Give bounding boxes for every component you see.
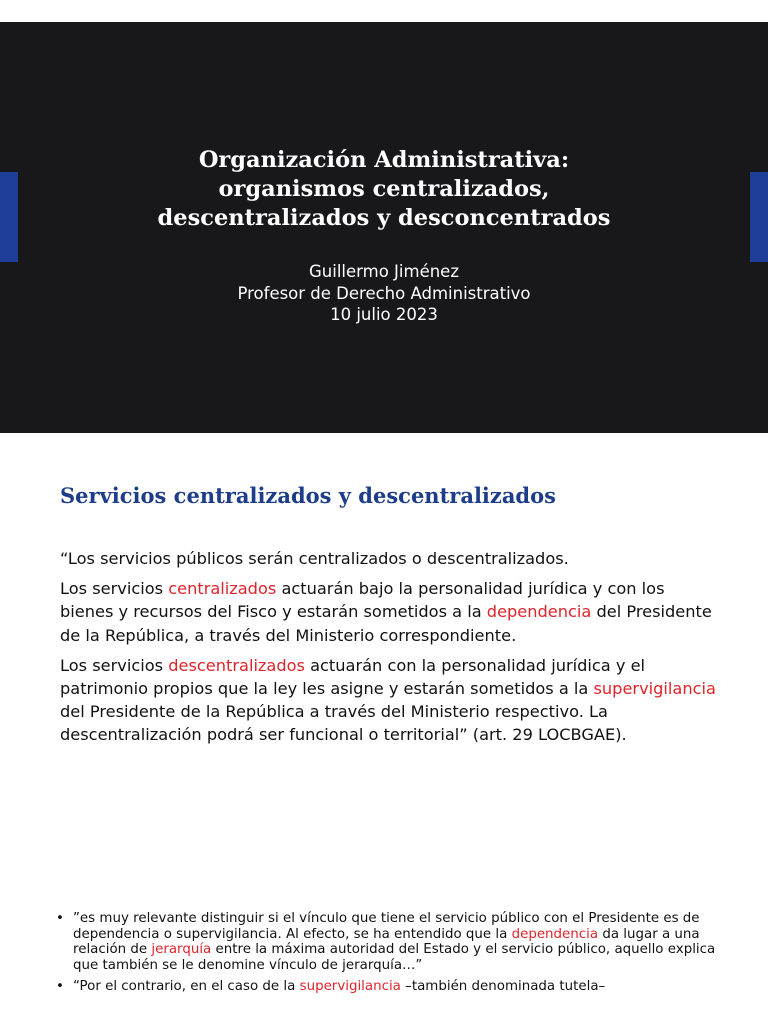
highlight-term: descentralizados bbox=[168, 655, 305, 675]
highlight-term: dependencia bbox=[511, 926, 599, 942]
bullet-text: entre la máxima autoridad del Estado y el servicio público, aquello explica que también se le denomine vínculo de jerarquía…” bbox=[73, 942, 716, 973]
title-slide bbox=[0, 22, 768, 433]
quote-text: del Presidente de la República, a través del Ministerio correspondiente. bbox=[60, 602, 712, 645]
content-slide bbox=[0, 433, 768, 1024]
content-slide-title: Servicios centralizados y descentralizados bbox=[60, 483, 556, 508]
highlight-term: supervigilancia bbox=[593, 679, 716, 699]
quote-paragraph: “Los servicios públicos serán centralizados o descentralizados. bbox=[60, 549, 569, 568]
quote-text: actuarán con la personalidad jurídica y el patrimonio propios que la ley les asigne y estarán sometidos a la bbox=[60, 655, 646, 699]
bullet-text: ”es muy relevante distinguir si el vínculo que tiene el servicio público con el Presidente es de dependencia o supervigilancia. Al efecto, se ha entendido que la bbox=[73, 911, 700, 942]
bullet-text: “Por el contrario, en el caso de la bbox=[73, 979, 300, 994]
title-line: descentralizados y desconcentrados bbox=[157, 205, 611, 231]
highlight-term: jerarquía bbox=[151, 942, 212, 957]
title-line: organismos centralizados, bbox=[218, 176, 550, 202]
title-line: Organización Administrativa: bbox=[198, 147, 570, 173]
quote-text: Los servicios bbox=[60, 579, 169, 599]
slide-subtitle bbox=[0, 261, 768, 326]
slide-title bbox=[0, 146, 768, 233]
bullet-text: –también denominada tutela– bbox=[400, 979, 606, 994]
quote-paragraph bbox=[60, 654, 720, 747]
quote-paragraph bbox=[60, 577, 720, 647]
highlight-term: supervigilancia bbox=[299, 979, 401, 994]
author-name: Guillermo Jiménez bbox=[309, 262, 459, 281]
quote-text: Los servicios bbox=[60, 655, 169, 675]
highlight-term: centralizados bbox=[168, 579, 277, 599]
presentation-date: 10 julio 2023 bbox=[330, 305, 438, 324]
bullet-text: da lugar a una relación de bbox=[73, 926, 700, 957]
quote-text: actuarán bajo la personalidad jurídica y con los bienes y recursos del Fisco y estarán sometidos a la bbox=[60, 579, 665, 622]
bullet-item bbox=[56, 911, 716, 973]
author-role: Profesor de Derecho Administrativo bbox=[237, 283, 531, 303]
highlight-term: dependencia bbox=[486, 602, 592, 622]
quote-text: del Presidente de la República a través del Ministerio respectivo. La descentralización podrá ser funcional o territorial” (art. 29 LOCBGAE). bbox=[60, 702, 627, 745]
bullet-list bbox=[56, 911, 716, 1001]
bullet-item bbox=[56, 979, 716, 995]
legal-quote bbox=[60, 547, 720, 754]
